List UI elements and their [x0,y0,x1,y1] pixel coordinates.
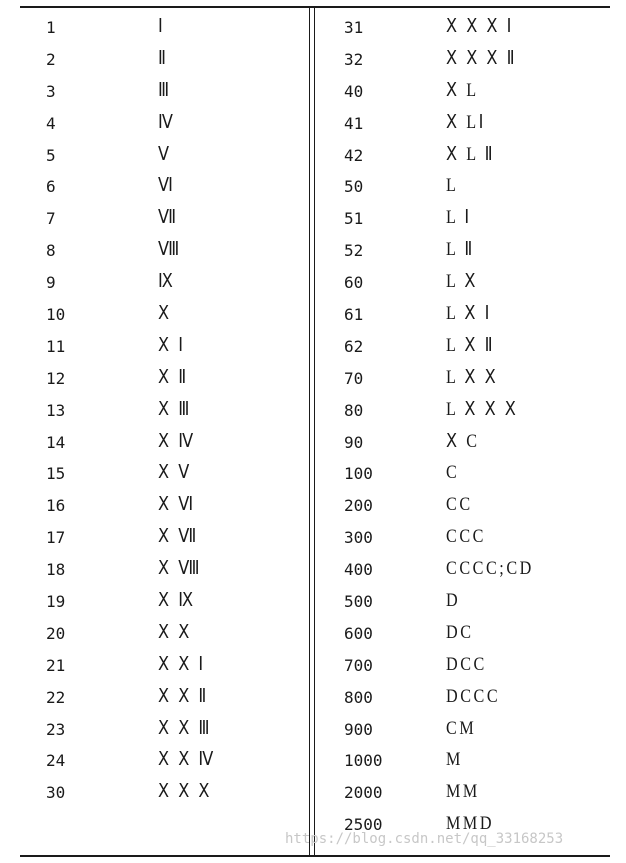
roman-numeral: Ⅵ [158,175,176,197]
arabic-numeral: 40 [344,81,364,101]
arabic-numeral: 60 [344,273,364,293]
roman-numeral: Ⅹ C [446,430,480,452]
arabic-numeral: 70 [344,368,364,388]
roman-numeral: Ⅹ Ⅹ Ⅲ [158,717,213,739]
roman-numeral: Ⅹ L Ⅱ [446,143,496,165]
arabic-numeral: 3 [46,81,56,101]
arabic-numeral: 9 [46,273,56,293]
roman-numeral: Ⅱ [158,47,169,69]
roman-numeral: Ⅹ Ⅵ [158,494,196,516]
roman-numeral: Ⅰ [158,16,166,37]
arabic-numeral: 32 [344,49,364,69]
roman-numeral: L Ⅹ [446,271,479,293]
roman-numeral: Ⅹ Ⅱ [158,366,189,388]
arabic-numeral: 5 [46,145,56,165]
arabic-numeral: 30 [46,783,66,803]
roman-numeral: Ⅴ [158,143,172,165]
arabic-numeral: 17 [46,528,66,548]
roman-numeral: Ⅷ [158,239,182,261]
roman-numeral: Ⅹ Ⅶ [158,526,199,548]
roman-numeral: Ⅹ Ⅹ [158,621,192,643]
arabic-numeral: 10 [46,305,66,325]
roman-numeral: MM [446,781,480,803]
arabic-numeral: 1 [46,18,56,37]
arabic-numeral: 300 [344,528,373,548]
arabic-numeral: 20 [46,623,66,643]
roman-numeral: Ⅹ Ⅹ Ⅹ Ⅰ [446,16,514,37]
arabic-numeral: 50 [344,177,364,197]
roman-numeral: L Ⅱ [446,239,475,261]
arabic-numeral: 61 [344,305,364,325]
arabic-numeral: 900 [344,719,373,739]
arabic-numeral: 500 [344,592,373,612]
arabic-numeral: 1000 [344,751,383,771]
arabic-numeral: 21 [46,655,66,675]
arabic-numeral: 15 [46,464,66,484]
arabic-numeral: 19 [46,592,66,612]
roman-numeral: Ⅹ Ⅴ [158,462,192,484]
arabic-numeral: 51 [344,209,364,229]
arabic-numeral: 11 [46,336,66,356]
arabic-numeral: 700 [344,655,373,675]
roman-numeral: Ⅸ [158,271,176,293]
arabic-numeral: 200 [344,496,373,516]
arabic-numeral: 400 [344,560,373,580]
roman-numeral: L [446,175,459,197]
arabic-numeral: 80 [344,400,364,420]
roman-numeral: M [446,749,463,771]
roman-numeral: Ⅹ Ⅹ Ⅱ [158,685,209,707]
arabic-numeral: 6 [46,177,56,197]
roman-numeral: Ⅶ [158,207,179,229]
column-divider [309,7,310,856]
roman-numeral: Ⅹ LⅠ [446,111,486,133]
arabic-numeral: 52 [344,241,364,261]
roman-numeral: Ⅹ Ⅹ Ⅹ Ⅱ [446,47,518,69]
roman-numeral: CCCC;CD [446,558,534,580]
watermark-text: https://blog.csdn.net/qq_33168253 [285,831,564,847]
arabic-numeral: 90 [344,432,364,452]
roman-numeral: Ⅹ L [446,79,479,101]
arabic-numeral: 16 [46,496,66,516]
arabic-numeral: 800 [344,687,373,707]
roman-numeral: CCC [446,526,486,548]
roman-numeral: Ⅹ Ⅳ [158,430,196,452]
table-top-rule [20,6,610,8]
arabic-numeral: 24 [46,751,66,771]
column-divider-inner [314,7,315,856]
arabic-numeral: 23 [46,719,66,739]
roman-numeral: Ⅹ Ⅸ [158,590,196,612]
roman-numeral: Ⅹ Ⅰ [158,334,186,356]
arabic-numeral: 31 [344,18,364,37]
roman-numeral: Ⅹ [158,303,172,325]
roman-numeral: Ⅹ Ⅷ [158,558,203,580]
arabic-numeral: 14 [46,432,66,452]
arabic-numeral: 2 [46,49,56,69]
arabic-numeral: 12 [46,368,66,388]
roman-numeral: Ⅹ Ⅹ Ⅰ [158,653,206,675]
arabic-numeral: 41 [344,113,364,133]
arabic-numeral: 22 [46,687,66,707]
roman-numeral: Ⅹ Ⅹ Ⅳ [158,749,216,771]
table-bottom-rule [20,855,610,857]
arabic-numeral: 13 [46,400,66,420]
arabic-numeral: 42 [344,145,364,165]
roman-numeral: L Ⅹ Ⅹ Ⅹ [446,398,519,420]
roman-numeral: C [446,462,460,484]
roman-numeral: DCC [446,653,487,675]
roman-numeral: L Ⅰ [446,207,472,229]
roman-numeral: L Ⅹ Ⅰ [446,303,492,325]
arabic-numeral: 2000 [344,783,383,803]
roman-numeral: D [446,590,461,612]
arabic-numeral: 600 [344,623,373,643]
roman-numeral: DCCC [446,685,501,707]
roman-numeral: Ⅹ Ⅹ Ⅹ [158,781,213,803]
arabic-numeral: 2500 [344,815,383,835]
arabic-numeral: 8 [46,241,56,261]
roman-numeral: Ⅲ [158,79,172,101]
arabic-numeral: 7 [46,209,56,229]
arabic-numeral: 18 [46,560,66,580]
arabic-numeral: 4 [46,113,56,133]
roman-numeral: Ⅹ Ⅲ [158,398,192,420]
roman-numeral: CC [446,494,473,516]
arabic-numeral: 100 [344,464,373,484]
roman-numeral: L Ⅹ Ⅱ [446,334,496,356]
arabic-numeral: 62 [344,336,364,356]
roman-numeral: CM [446,717,477,739]
roman-numeral: DC [446,621,474,643]
roman-numeral: MMD [446,813,495,835]
roman-numeral: L Ⅹ Ⅹ [446,366,499,388]
roman-numeral: Ⅳ [158,111,176,133]
